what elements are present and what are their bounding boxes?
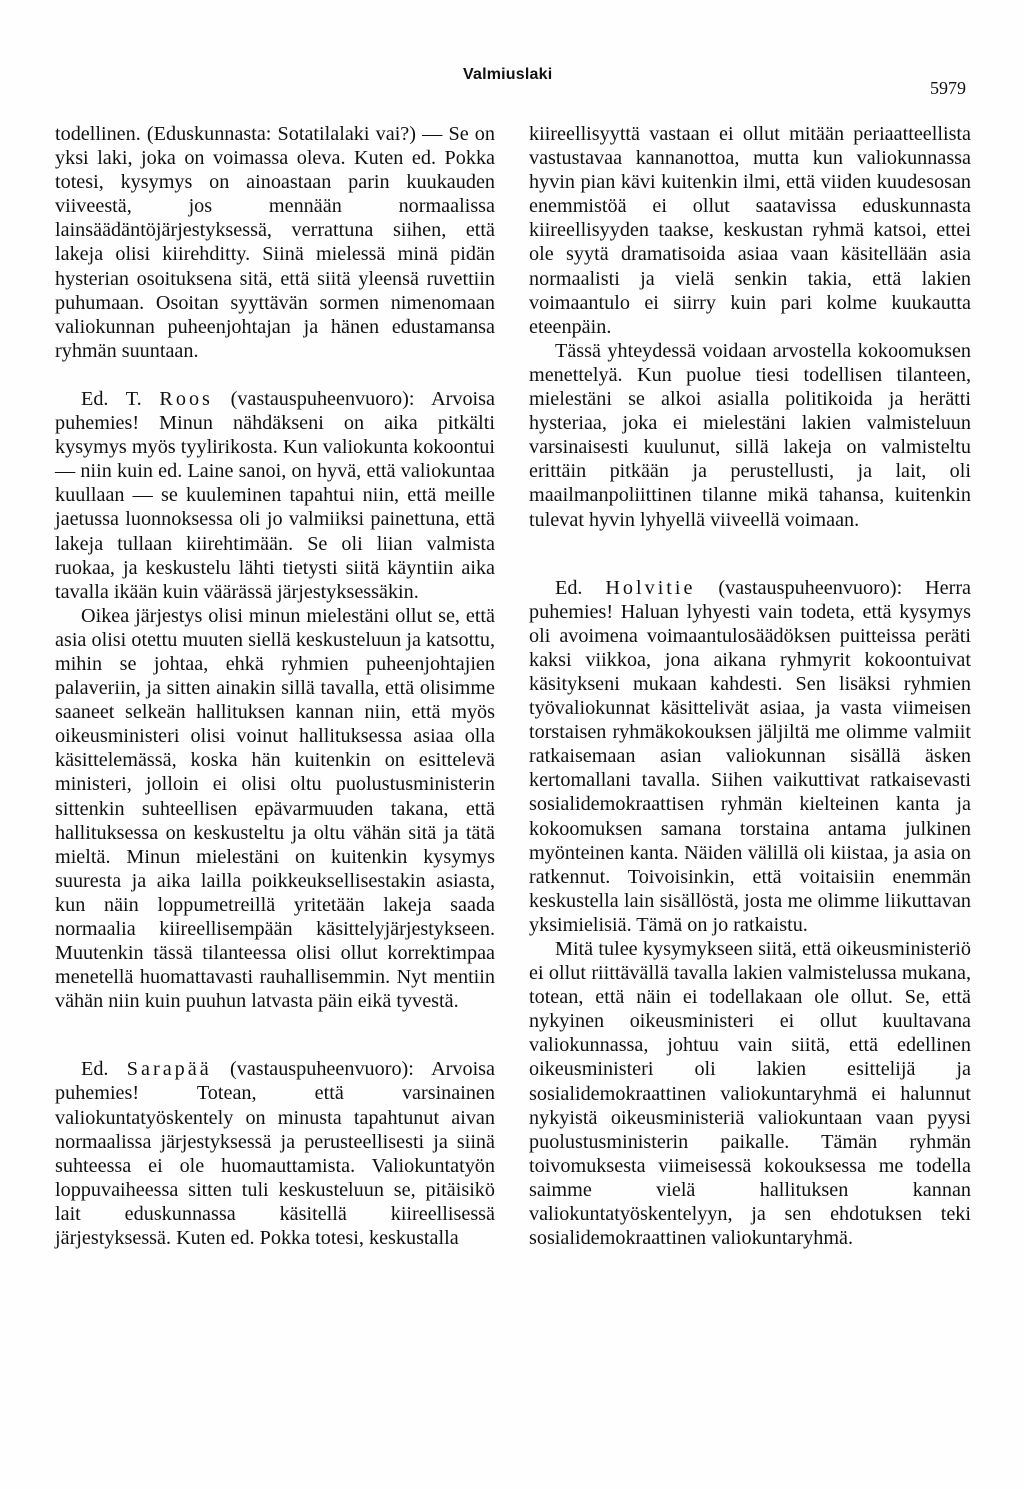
paragraph: Mitä tulee kysymykseen siitä, että oikeusministeriö ei ollut riittävällä tavalla lakien valmistelussa mukana, totean, että näin ei todellakaan ole ollut. Se, että nykyinen oikeusministeri ei ollut kuultavana valiokunnassa, johtuu vain siitä, että edellinen oikeusministeri oli lakien esittelijä ja sosialidemokraattinen valiokuntaryhmä ei halunnut nykyistä oikeusministeriä valiokuntaan vaan pyysi puolustusministerin paikalle. Tämän ryhmän toivomuksesta viimeisessä kokouksessa me todella saimme vielä hallituksen kannan valiokuntatyöskentelyyn, ja sen ehdotuksen teki sosialidemokraattinen valiokuntaryhmä. (529, 938, 971, 1250)
paragraph: todellinen. (Eduskunnasta: Sotatilalaki vai?) — Se on yksi laki, joka on voimassa oleva. Kuten ed. Pokka totesi, kysymys on ainoastaan parin kuukauden viiveestä, jos mennään normaalissa lainsäädäntöjärjestyksessä, verrattuna siihen, että lakeja olisi kiirehditty. Siinä mielessä minä pidän hysterian osoituksena sitä, että siitä yleensä ruvettiin puhumaan. Osoitan syyttävän sormen nimenomaan valiokunnan puheenjohtajan ja hänen edustamansa ryhmän suuntaan. (55, 123, 495, 362)
paragraph: Oikea järjestys olisi minun mielestäni ollut se, että asia olisi otettu muuten siellä keskusteluun ja katsottu, mihin se johtaa, ehkä ryhmien puheenjohtajien palaveriin, ja sitten ainakin sillä tavalla, että olisimme saaneet selkeän hallituksen kannan niin, että myös oikeusministeri olisi voinut hallituksessa asiaa olla käsittelemässä, koska hän kuitenkin on esittelevä ministeri, jolloin ei olisi oltu puolustusministerin sittenkin suhteellisen epävarmuuden takana, että hallituksessa on keskusteltu ja oltu vähän sitä ja tätä mieltä. Minun mielestäni on kuitenkin kysymys suuresta ja aika lailla poikkeuksellisestakin asiasta, kun näin loppumetreillä yritetään lakeja saada normaalia kiireellisempään käsittelyjärjestykseen. Muutenkin tässä tilanteessa olisi ollut korrektimpaa menetellä huomattavasti rauhallisemmin. Nyt mentiin vähän niin kuin puuhun latvasta päin eikä tyvestä. (55, 604, 495, 1013)
speech-text: (vastauspuheenvuoro): Arvoisa puhemies! Minun nähdäkseni on aika pitkälti kysymys myös tyylirikosta. Kun valiokunta kokoontui — niin kuin ed. Laine sanoi, on hyvä, että valiokuntaa kuullaan — se kuuleminen tapahtui niin, että meille jaetussa luonnoksessa oli jo valmiiksi painettuna, että lakeja tullaan kiirehtimään. Se oli liian valmista ruokaa, ja keskustelu lähti tietysti siitä käyntiin aika tavalla ikään kuin väärässä järjestyksessäkin. (55, 387, 495, 603)
speaker-name: Holvitie (605, 576, 696, 599)
right-column (529, 122, 971, 1250)
speech-text: (vastauspuheenvuoro): Arvoisa puhemies! Totean, että varsinainen valiokuntatyöskentely on minusta tapahtunut aivan normaalissa järjestyksessä ja perusteellisesti ja siinä suhteessa ei ole huomauttamista. Valiokuntatyön loppuvaiheessa sitten tuli keskusteluun se, pitäisikö lait eduskunnassa käsitellä kiireellisessä järjestyksessä. Kuten ed. Pokka totesi, keskustalla (55, 1058, 495, 1250)
speech-roos (55, 387, 495, 604)
speaker-prefix: Ed. (81, 1058, 109, 1081)
speech-text: (vastauspuheenvuoro): Herra puhemies! Haluan lyhyesti vain todeta, että kysymys oli avoimena voimaantulosäädöksen puitteissa peräti kaksi viikkoa, jona aikana ryhmyrit kokoontuivat käsitykseni mukaan kahdesti. Sen lisäksi ryhmien työvaliokunnat käsittelivät asiaa, ja vasta viimeisen torstaisen ryhmäkokouksen jäljiltä me olimme valmiit ratkaisemaan asian valiokunnan sisällä äsken kertomallani tavalla. Siihen vaikuttivat ratkaisevasti sosialidemokraattisen ryhmän kielteinen kanta ja kokoomuksen samana torstaina antama julkinen myönteinen kanta. Näiden välillä oli kiistaa, ja asia on ratkennut. Toivoisinkin, että voitaisiin enemmän keskustella lain sisällöstä, josta me olimme liikuttavan yksimielisiä. Tämä on jo ratkaistu. (529, 576, 972, 936)
paragraph: kiireellisyyttä vastaan ei ollut mitään periaatteellista vastustavaa kannanottoa, mutta kun valiokunnassa hyvin pian kävi kuitenkin ilmi, että viiden kuudesosan enemmistöä ei ollut saatavissa eduskunnasta kiireellisyyden taakse, keskustan ryhmä katsoi, ettei ole syytä dramatisoida asiaa vaan käsitellään asia normaalisti ja vielä senkin takia, että lakien voimaantulo ei siirry kuin pari kolme kuukautta eteenpäin. (529, 123, 971, 338)
running-header-title: Valmiuslaki (463, 66, 553, 83)
speaker-name: Roos (159, 387, 213, 410)
paragraph: Tässä yhteydessä voidaan arvostella kokoomuksen menettelyä. Kun puolue tiesi todellisen tilanteen, mielestäni se alkoi asialla politikoida ja herätti hysteriaa, joka ei mielestäni lakien valmisteluun varsinaisesti kuulunut, sillä lakeja on valmisteltu erittäin pitkään ja perustellusti, ja lait, oli maailmanpoliittinen tilanne mikä tahansa, kuitenkin tulevat hyvin lyhyellä viiveellä voimaan. (529, 339, 971, 531)
speaker-prefix: Ed. T. (81, 387, 142, 410)
speaker-name: Sarapää (126, 1058, 212, 1081)
page-number: 5979 (930, 78, 966, 98)
speech-holvitie (529, 576, 971, 937)
left-column (55, 122, 495, 1250)
speech-sarapaa (55, 1057, 495, 1250)
speaker-prefix: Ed. (555, 576, 583, 599)
